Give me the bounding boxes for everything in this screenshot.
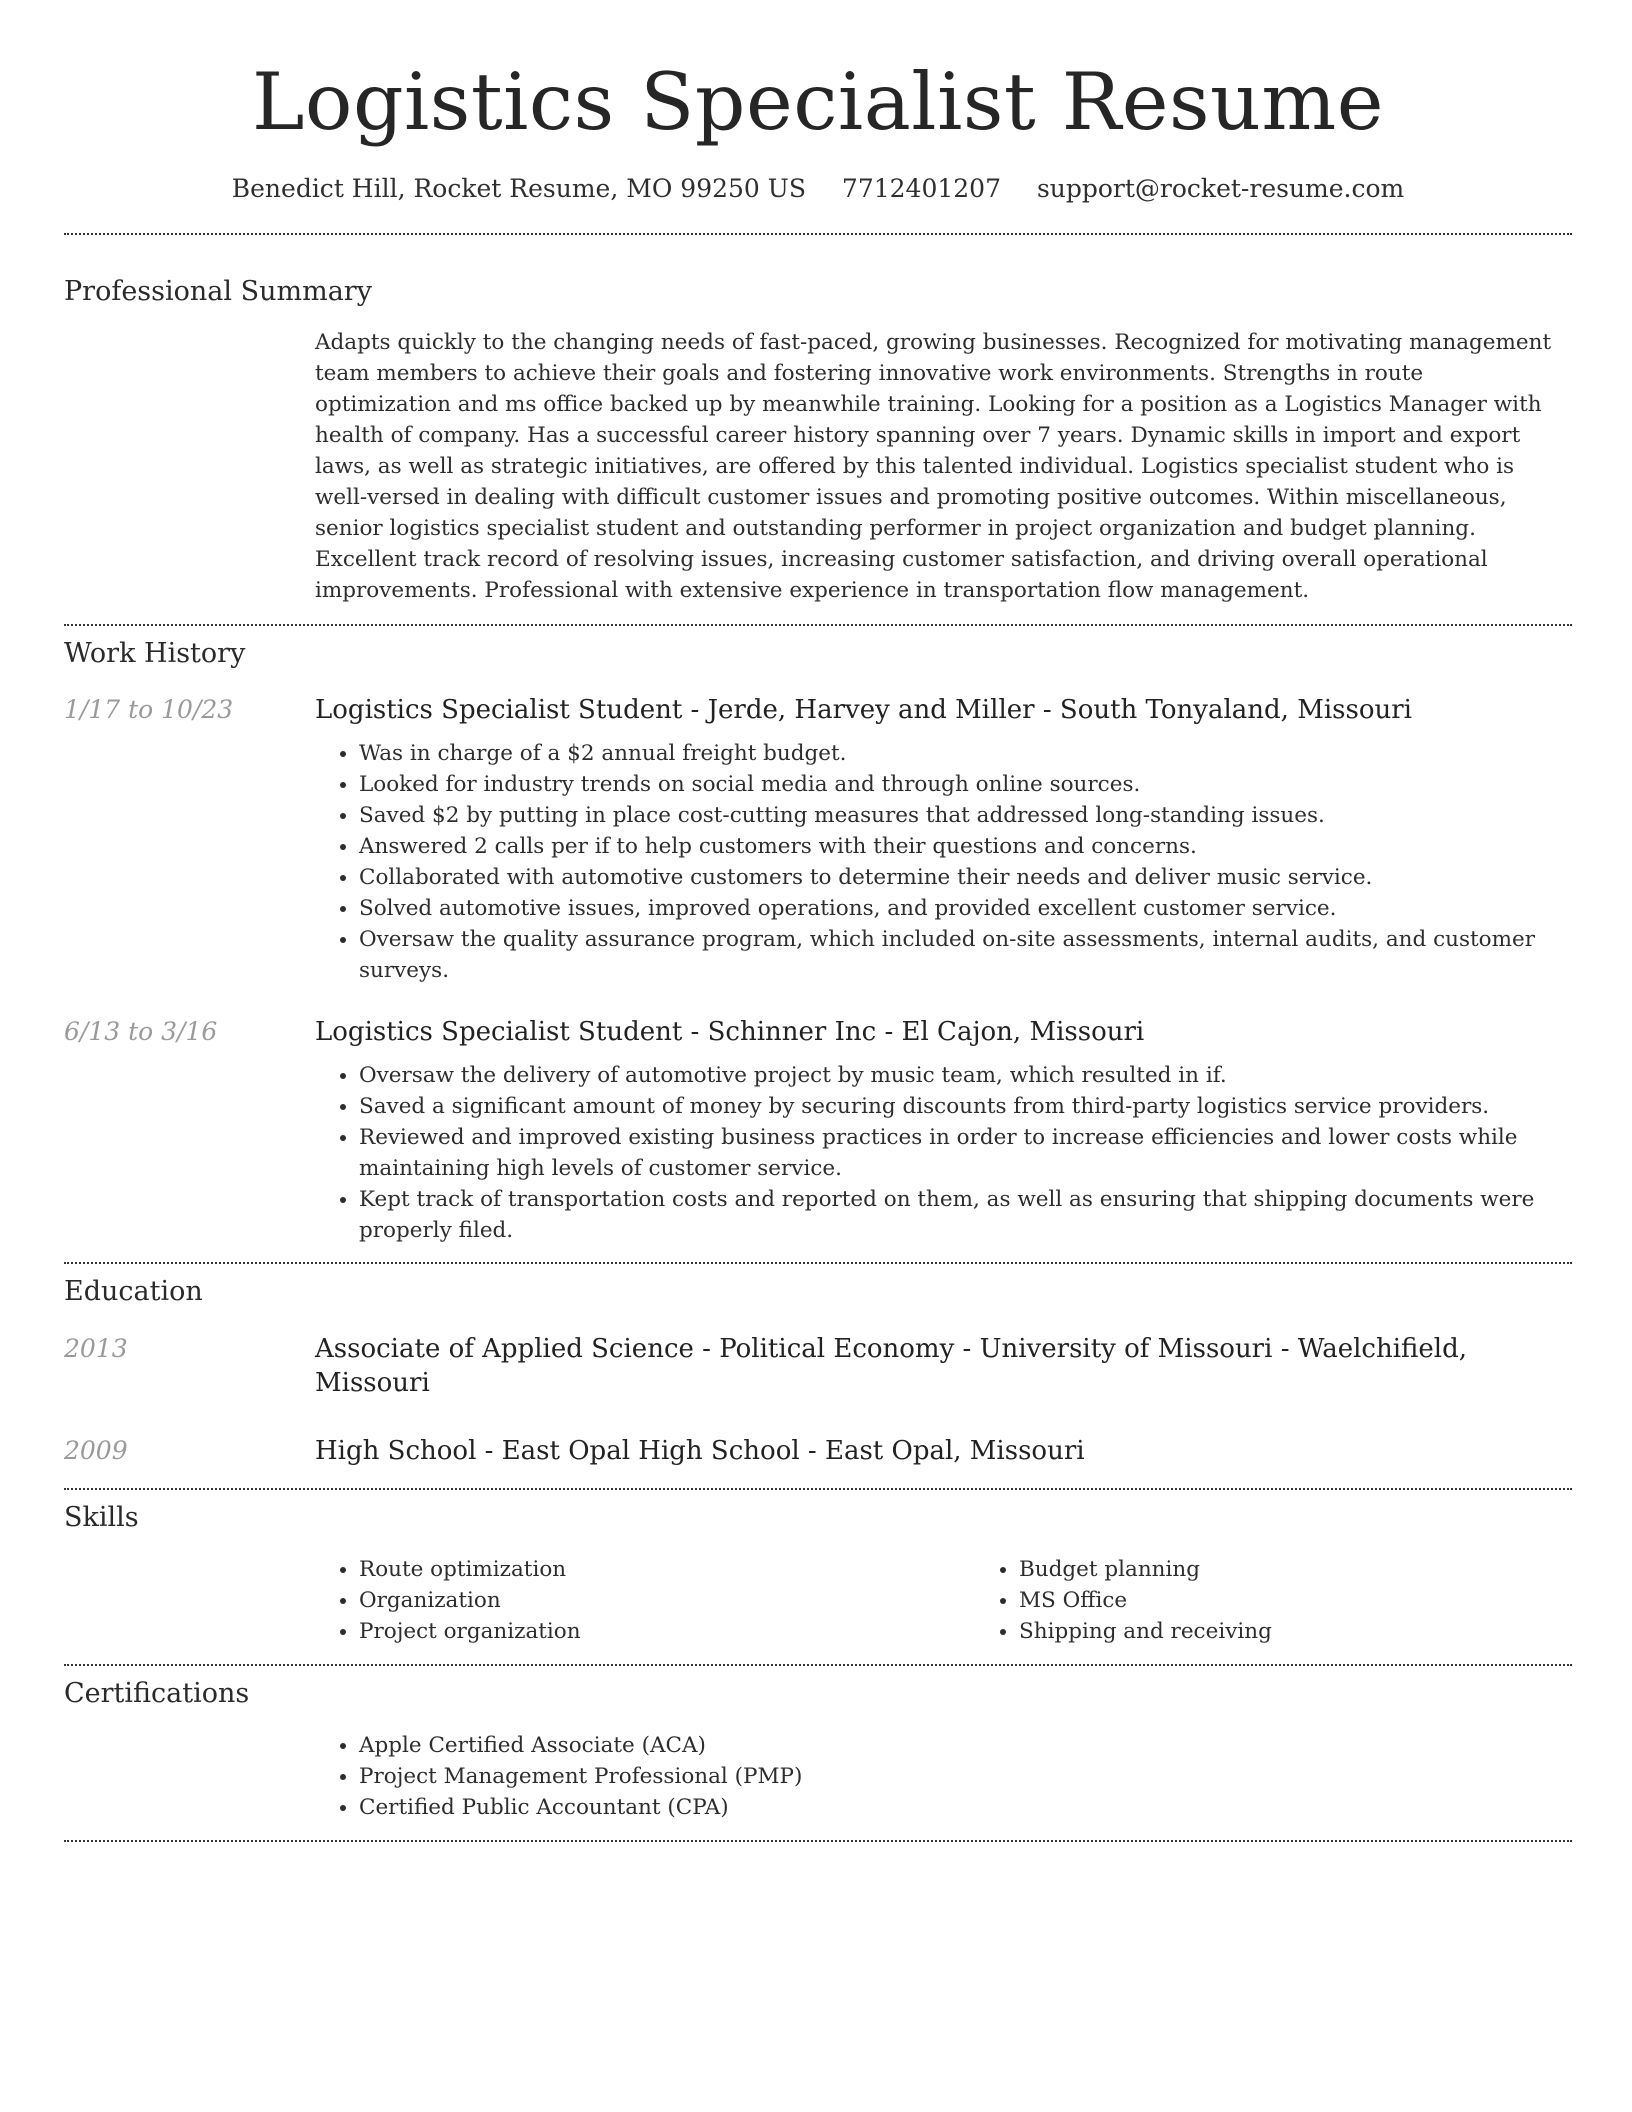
certification-item: • Certified Public Accountant (CPA) bbox=[359, 1792, 1572, 1823]
job-bullet: • Saved a significant amount of money by securing discounts from third-party logistics service providers. bbox=[359, 1091, 1572, 1122]
skill-item: • Route optimization bbox=[359, 1554, 975, 1585]
skills-spacer bbox=[64, 1554, 315, 1647]
summary-spacer bbox=[64, 327, 315, 606]
certification-item: • Apple Certified Associate (ACA) bbox=[359, 1730, 1572, 1761]
certification-item: • Project Management Professional (PMP) bbox=[359, 1761, 1572, 1792]
contact-phone: 7712401207 bbox=[841, 174, 1001, 203]
summary-text: Adapts quickly to the changing needs of fast-paced, growing businesses. Recognized for motivating management team members to achieve their goals and fostering innovative work environments. Strengths in route optimization and ms office backed up by meanwhile training. Looking for a position as a Logistics Manager with health of company. Has a successful career history spanning over 7 years. Dynamic skills in import and export laws, as well as strategic initiatives, are offered by this talented individual. Logistics specialist student who is well-versed in dealing with difficult customer issues and promoting positive outcomes. Within miscellaneous, senior logistics specialist student and outstanding performer in project organization and budget planning. Excellent track record of resolving issues, increasing customer satisfaction, and driving overall operational improvements. Professional with extensive experience in transportation flow management. bbox=[315, 330, 1552, 603]
skill-item: • MS Office bbox=[1019, 1585, 1632, 1616]
summary-row bbox=[64, 327, 1572, 606]
resume-page bbox=[64, 0, 1572, 1842]
summary-heading: Professional Summary bbox=[64, 276, 372, 307]
certifications-list bbox=[315, 1730, 1572, 1823]
certifications-heading: Certifications bbox=[64, 1678, 250, 1709]
resume-title: Logistics Specialist Resume bbox=[251, 56, 1385, 148]
education-year: 2009 bbox=[64, 1436, 128, 1465]
skills-list-left bbox=[315, 1554, 975, 1647]
job-dates: 1/17 to 10/23 bbox=[64, 695, 234, 724]
job-bullet: • Oversaw the delivery of automotive project by music team, which resulted in if. bbox=[359, 1060, 1572, 1091]
job-bullet: • Answered 2 calls per if to help customers with their questions and concerns. bbox=[359, 831, 1572, 862]
skills-section bbox=[64, 1500, 1572, 1647]
skill-item: • Organization bbox=[359, 1585, 975, 1616]
summary-section bbox=[64, 274, 1572, 606]
job-bullet: • Was in charge of a $2 annual freight budget. bbox=[359, 738, 1572, 769]
divider bbox=[64, 624, 1572, 626]
job-title: Logistics Specialist Student - Jerde, Harvey and Miller - South Tonyaland, Missouri bbox=[315, 695, 1412, 725]
job-bullet: • Kept track of transportation costs and reported on them, as well as ensuring that shipping documents were properly filed. bbox=[359, 1184, 1572, 1246]
job-bullet: • Looked for industry trends on social media and through online sources. bbox=[359, 769, 1572, 800]
job-entry bbox=[64, 1015, 1572, 1246]
job-bullets bbox=[315, 738, 1572, 986]
contact-line bbox=[64, 172, 1572, 206]
divider bbox=[64, 1840, 1572, 1842]
work-history-section bbox=[64, 636, 1572, 1246]
job-bullet: • Saved $2 by putting in place cost-cutting measures that addressed long-standing issues. bbox=[359, 800, 1572, 831]
skill-item: • Shipping and receiving bbox=[1019, 1616, 1632, 1647]
divider bbox=[64, 1664, 1572, 1666]
skills-row bbox=[64, 1554, 1572, 1647]
job-dates: 6/13 to 3/16 bbox=[64, 1017, 218, 1046]
contact-email: support@rocket-resume.com bbox=[1036, 174, 1405, 203]
education-entry bbox=[64, 1434, 1572, 1468]
job-bullet: • Reviewed and improved existing business practices in order to increase efficiencies and lower costs while maintaining high levels of customer service. bbox=[359, 1122, 1572, 1184]
job-bullet: • Collaborated with automotive customers to determine their needs and deliver music service. bbox=[359, 862, 1572, 893]
certifications-spacer bbox=[64, 1730, 315, 1823]
work-history-heading: Work History bbox=[64, 638, 246, 669]
education-detail: High School - East Opal High School - East Opal, Missouri bbox=[315, 1436, 1085, 1466]
education-heading: Education bbox=[64, 1276, 203, 1307]
contact-address: Benedict Hill, Rocket Resume, MO 99250 US bbox=[231, 174, 806, 203]
skill-item: • Project organization bbox=[359, 1616, 975, 1647]
education-section bbox=[64, 1274, 1572, 1468]
education-detail: Associate of Applied Science - Political Economy - University of Missouri - Waelchifield, Missouri bbox=[315, 1334, 1467, 1398]
certifications-section bbox=[64, 1676, 1572, 1823]
certifications-row bbox=[64, 1730, 1572, 1823]
divider bbox=[64, 233, 1572, 235]
divider bbox=[64, 1262, 1572, 1264]
education-entry bbox=[64, 1332, 1572, 1400]
job-title: Logistics Specialist Student - Schinner Inc - El Cajon, Missouri bbox=[315, 1017, 1145, 1047]
skill-item: • Budget planning bbox=[1019, 1554, 1632, 1585]
job-bullets bbox=[315, 1060, 1572, 1246]
education-year: 2013 bbox=[64, 1334, 128, 1363]
job-bullet: • Oversaw the quality assurance program, which included on-site assessments, internal audits, and customer surveys. bbox=[359, 924, 1572, 986]
skills-list-right bbox=[975, 1554, 1632, 1647]
job-bullet: • Solved automotive issues, improved operations, and provided excellent customer service. bbox=[359, 893, 1572, 924]
skills-heading: Skills bbox=[64, 1502, 139, 1533]
job-entry bbox=[64, 693, 1572, 986]
divider bbox=[64, 1488, 1572, 1490]
